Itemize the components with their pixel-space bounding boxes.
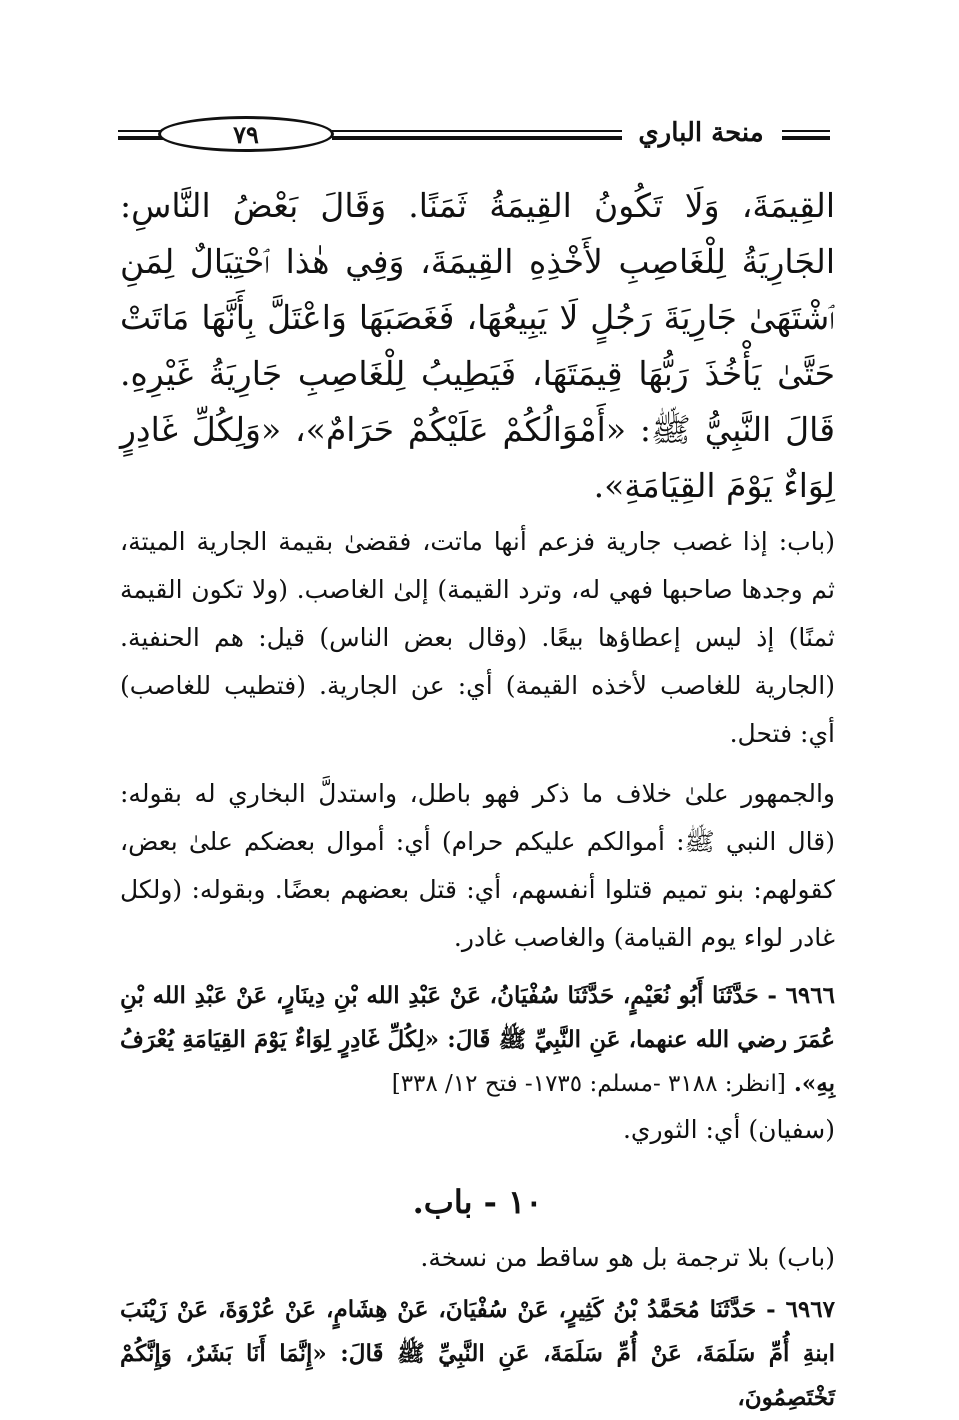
chapter-note: (باب) بلا ترجمة بل هو ساقط من نسخة. xyxy=(420,1243,835,1272)
header-rule-left xyxy=(118,130,164,132)
note-sufyan: (سفيان) أي: الثوري. xyxy=(622,1115,835,1144)
hadith-main-text: القِيمَةَ، وَلَا تَكُونُ القِيمَةُ ثَمَنًا. وَقَالَ بَعْضُ النَّاسِ: الجَارِيَةُ لِلْغَاصِبِ لأَخْذِهِ القِيمَةَ، وَفِي هٰذا ٱحْتِيَالٌ لِمَنِ ٱشْتَهَىٰ جَارِيَةَ رَجُلٍ لَا يَبِيعُهَا، فَغَصَبَهَا وَاعْتَلَّ بِأَنَّهَا مَاتَتْ حَتَّىٰ يَأْخُذَ رَبُّهَا قِيمَتَهَا، فَيَطِيبُ لِلْغَاصِبِ جَارِيَةُ غَيْرِهِ. قَالَ النَّبِيُّ ﷺ: «أَمْوَالُكُمْ عَلَيْكُمْ حَرَامٌ»، «وَلِكُلِّ غَادِرٍ لِوَاءٌ يَوْمَ القِيَامَةِ». xyxy=(120,186,835,505)
page-header xyxy=(118,112,830,158)
header-rule-middle xyxy=(332,130,622,132)
header-rule-right-thick xyxy=(782,136,830,140)
header-rule-right xyxy=(782,130,830,132)
commentary-paragraph-2: والجمهور علىٰ خلاف ما ذكر فهو باطل، واستدلَّ البخاري له بقوله: (قال النبي ﷺ: أموالكم عليكم حرام) أي: أموال بعضكم علىٰ بعض، كقولهم: بنو تميم قتلوا أنفسهم، أي: قتل بعضهم بعضًا. وبقوله: (ولكل غادر لواء يوم القيامة) والغاصب غادر. xyxy=(120,779,835,952)
header-rule-middle-thick xyxy=(332,136,622,140)
page-content xyxy=(120,178,835,1420)
header-rule-left-thick xyxy=(118,136,164,140)
commentary-paragraph-1: (باب: إذا غصب جارية فزعم أنها ماتت، فقضىٰ بقيمة الجارية الميتة، ثم وجدها صاحبها فهي له، وترد القيمة) إلىٰ الغاصب. (ولا تكون القيمة ثمنًا) إذ ليس إعطاؤها بيعًا. (وقال بعض الناس) قيل: هم الحنفية. (الجارية للغاصب لأخذه القيمة) أي: عن الجارية. (فتطيب للغاصب) أي: فتحل. xyxy=(120,527,835,748)
hadith-6966-reference: [انظر: ٣١٨٨ -مسلم: ١٧٣٥- فتح ١٢/ ٣٣٨] xyxy=(391,1071,786,1097)
page-number: ٧٩ xyxy=(158,116,334,152)
book-title: منحة الباري xyxy=(638,118,764,148)
hadith-6966-text: ٦٩٦٦ - حَدَّثَنَا أَبُو نُعَيْمٍ، حَدَّثَنَا سُفْيَانُ، عَنْ عَبْدِ الله بْنِ دِينَارٍ، عَنْ عَبْدِ الله بْنِ عُمَرَ رضي الله عنهما، عَنِ النَّبِيِّ ﷺ قَالَ: «لِكُلِّ غَادِرٍ لِوَاءٌ يَوْمَ القِيَامَةِ يُعْرَفُ بِهِ». xyxy=(120,982,835,1097)
hadith-6966 xyxy=(120,974,835,1106)
chapter-heading: ١٠ - باب. xyxy=(412,1183,543,1221)
hadith-6967: ٦٩٦٧ - حَدَّثَنَا مُحَمَّدُ بْنُ كَثِيرٍ، عَنْ سُفْيَانَ، عَنْ هِشَامٍ، عَنْ عُرْوَةَ، عَنْ زَيْنَبَ ابنةِ أُمِّ سَلَمَةَ، عَنْ أُمِّ سَلَمَةَ، عَنِ النَّبِيِّ ﷺ قَالَ: «إِنَّمَا أَنَا بَشَرٌ، وَإِنَّكُمْ تَخْتَصِمُونَ، xyxy=(120,1296,835,1411)
